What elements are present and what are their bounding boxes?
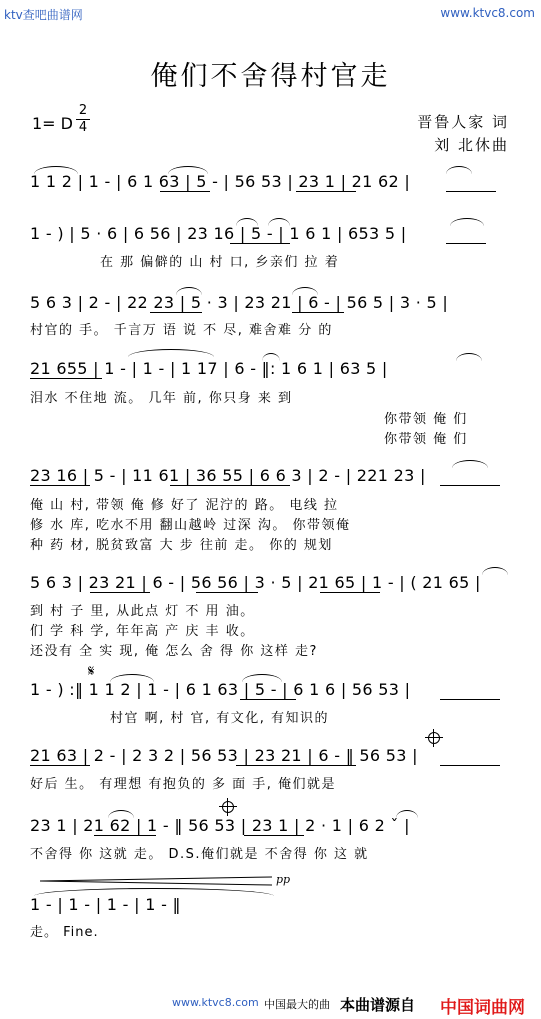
coda-mark-2 [222, 801, 234, 813]
beam [446, 191, 496, 192]
lyric-line-7-1: 村官 啊, 村 官, 有文化, 有知识的 [110, 711, 330, 726]
site-url-right: www.ktvc8.com [440, 6, 535, 20]
notation-line-5: 23 16 | 5 - | 11 61 | 36 55 | 6 6 3 | 2 - | 221 23 | [30, 466, 426, 485]
lyric-line-4-2: 你带领 俺 们 [384, 412, 468, 427]
lyric-line-6-3: 还没有 全 实 现, 俺 怎么 舍 得 你 这样 走? [30, 644, 318, 659]
footer-logo: 中国词曲网 [440, 998, 525, 1018]
coda-mark-1 [428, 732, 440, 744]
footer [0, 996, 541, 1016]
beam [440, 765, 500, 766]
slur [446, 166, 472, 174]
beam [240, 699, 296, 700]
notation-line-8: 21 63 | 2 - | 2 3 2 | 56 53 | 23 21 | 6 - ‖ 56 53 | [30, 746, 418, 765]
slur [242, 674, 282, 682]
decrescendo-hairpin [40, 876, 272, 886]
slur [168, 166, 208, 174]
lyric-line-5-3: 种 药 材, 脱贫致富 大 步 往前 走。 你的 规划 [30, 538, 333, 553]
lyric-line-5-2: 修 水 库, 吃水不用 翻山越岭 过深 沟。 你带领俺 [30, 518, 351, 533]
beam [94, 835, 156, 836]
site-name-left: ktv查吧曲谱网 [4, 8, 83, 22]
meter-bottom: 4 [78, 120, 88, 135]
key-signature: 1= D [32, 114, 73, 133]
meter-top: 2 [78, 103, 88, 118]
lyric-line-2-1: 在 那 偏僻的 山 村 口, 乡亲们 拉 着 [100, 255, 340, 270]
beam [196, 592, 258, 593]
segno-mark: 𝄋 [88, 662, 95, 680]
beam [320, 592, 380, 593]
beam [30, 765, 90, 766]
beam [230, 243, 290, 244]
notation-line-4: 21 655 | 1 - | 1 - | 1 17 | 6 - ‖: 1 6 1 | 63 5 | [30, 359, 388, 378]
beam [30, 378, 102, 379]
slur [108, 810, 134, 818]
notation-line-9: 23 1 | 21 62 | 1 - ‖ 56 53 | 23 1 | 2 · 1 | 6 2 ˇ | [30, 816, 410, 835]
dynamic-marking: pp [276, 873, 291, 886]
slur [34, 166, 78, 174]
lyric-line-8-1: 好后 生。 有理想 有抱负的 多 面 手, 俺们就是 [30, 777, 337, 792]
lyricist-credit: 晋鲁人家 词 [417, 113, 509, 131]
slur [482, 567, 508, 575]
composer-credit: 刘 北休曲 [434, 136, 509, 154]
lyric-line-5-1: 俺 山 村, 带领 俺 修 好了 泥泞的 路。 电线 拉 [30, 498, 339, 513]
beam [30, 485, 90, 486]
lyric-line-4-1: 泪水 不住地 流。 几年 前, 你只身 来 到 [30, 391, 293, 406]
lyric-line-6-1: 到 村 子 里, 从此点 灯 不 用 油。 [30, 604, 255, 619]
beam [170, 485, 290, 486]
lyric-line-4-3: 你带领 俺 们 [384, 432, 468, 447]
slur [236, 218, 258, 226]
beam [440, 699, 500, 700]
beam [292, 312, 344, 313]
slur [396, 810, 418, 818]
notation-line-1: 1 1 2 | 1 - | 6 1 63 | 5 - | 56 53 | 23 1 | 21 62 | [30, 172, 411, 191]
notation-line-10: 1 - | 1 - | 1 - | 1 - ‖ [30, 895, 181, 914]
slur [110, 674, 154, 682]
beam [440, 485, 500, 486]
slur [452, 460, 488, 468]
beam [236, 765, 356, 766]
slur [262, 353, 280, 361]
beam [160, 191, 210, 192]
footer-url[interactable]: www.ktvc8.com [172, 996, 259, 1009]
notation-line-7: 1 - ) :‖ 1 1 2 | 1 - | 6 1 63 | 5 - | 6 1 6 | 56 53 | [30, 680, 411, 699]
slur [456, 353, 482, 361]
beam [90, 592, 150, 593]
beam [446, 243, 486, 244]
slur [450, 218, 484, 226]
song-title: 俺们不舍得村官走 [150, 61, 391, 92]
notation-line-3: 5 6 3 | 2 - | 22 23 | 5 · 3 | 23 21 | 6 - | 56 5 | 3 · 5 | [30, 293, 449, 312]
footer-tagline: 中国最大的曲 [264, 998, 330, 1011]
beam [150, 312, 202, 313]
notation-line-2: 1 - ) | 5 · 6 | 6 56 | 23 16 | 5 - | 1 6 1 | 653 5 | [30, 224, 407, 243]
notation-line-6: 5 6 3 | 23 21 | 6 - | 56 56 | 3 · 5 | 21 65 | 1 - | ( 21 65 | [30, 573, 481, 592]
lyric-line-3-1: 村官的 手。 千言万 语 说 不 尽, 难舍难 分 的 [30, 323, 333, 338]
slur [176, 287, 202, 295]
slur [268, 218, 290, 226]
beam [296, 191, 356, 192]
time-signature [76, 104, 90, 135]
footer-brand: 本曲谱源自 [340, 996, 416, 1014]
lyric-line-6-2: 们 学 科 学, 年年高 产 庆 丰 收。 [30, 624, 255, 639]
lyric-line-9-1: 不舍得 你 这就 走。 D.S.俺们就是 不舍得 你 这 就 [30, 847, 369, 862]
lyric-line-10-1: 走。 Fine. [30, 925, 99, 940]
beam [244, 835, 304, 836]
tie [128, 349, 214, 357]
slur [292, 287, 318, 295]
